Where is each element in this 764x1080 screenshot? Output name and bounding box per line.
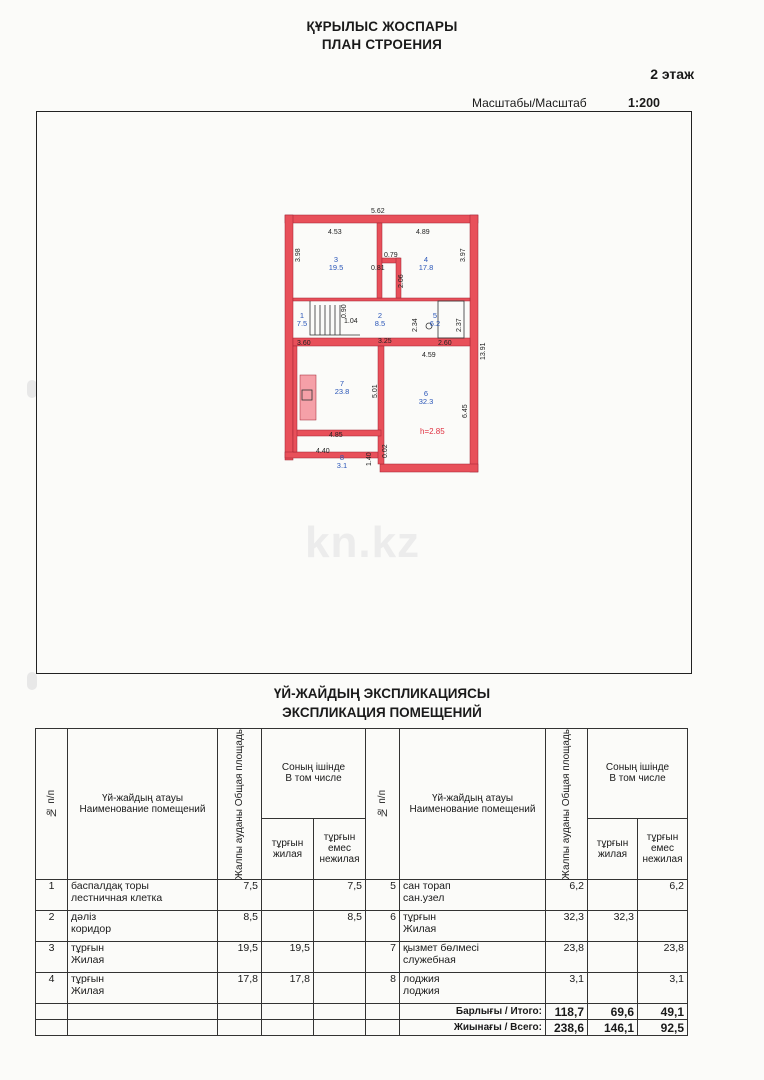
dim: 4.89 bbox=[416, 229, 430, 236]
explication-title-kz: ҮЙ-ЖАЙДЫҢ ЭКСПЛИКАЦИЯСЫ bbox=[273, 686, 491, 701]
col-nonliving-header: тұрғын емес нежилая bbox=[314, 818, 366, 880]
col-living-header-2: тұрғын жилая bbox=[588, 818, 638, 880]
room-1-no: 1 bbox=[299, 311, 305, 320]
dim: 1.40 bbox=[366, 452, 373, 466]
dim: 0.81 bbox=[371, 265, 385, 272]
dim: 4.59 bbox=[422, 352, 436, 359]
room-4-area: 17.8 bbox=[418, 263, 434, 272]
dim: 2.34 bbox=[412, 318, 419, 332]
room-6-area: 32.3 bbox=[418, 397, 434, 406]
table-row: 3 тұрғын Жилая 19,5 19,5 7 қызмет бөлмесі служебная 23,8 23,8 bbox=[36, 942, 688, 973]
dim: 3.60 bbox=[297, 340, 311, 347]
col-incl-header: Соның ішінде В том числе bbox=[262, 729, 366, 819]
scale-label: Масштабы/Масштаб bbox=[472, 96, 587, 110]
height-mark: h=2.85 bbox=[420, 427, 445, 436]
dim: 5.01 bbox=[372, 384, 379, 398]
dim: 4.40 bbox=[316, 448, 330, 455]
dim: 4.85 bbox=[329, 432, 343, 439]
dim: 0.79 bbox=[384, 252, 398, 259]
room-2-area: 8.5 bbox=[374, 319, 386, 328]
wall-left-lower bbox=[293, 346, 297, 452]
totals-row: Барлығы / Итого: 118,7 69,6 49,1 bbox=[36, 1004, 688, 1020]
col-incl-header-2: Соның ішінде В том числе bbox=[588, 729, 688, 819]
dim: 2.60 bbox=[438, 340, 452, 347]
dim: 2.37 bbox=[456, 318, 463, 332]
col-total-header: Жалпы ауданы Общая площадь bbox=[218, 729, 262, 880]
col-nonliving-header-2: тұрғын емес нежилая bbox=[638, 818, 688, 880]
dim-overall-width: 5.62 bbox=[371, 208, 385, 215]
col-name-header-2: Үй-жайдың атауы Наименование помещений bbox=[400, 729, 546, 880]
wall-bottom-right bbox=[380, 464, 478, 472]
room-8-no: 8 bbox=[339, 453, 345, 462]
explication-table bbox=[35, 728, 688, 1036]
room-7-no: 7 bbox=[339, 379, 345, 388]
room-5-area: 6.2 bbox=[429, 319, 441, 328]
room-3-no: 3 bbox=[333, 255, 339, 264]
col-no-header-2: № п/п bbox=[366, 729, 400, 880]
grand-totals-row: Жиынағы / Всего: 238,6 146,1 92,5 bbox=[36, 1020, 688, 1036]
dim: 0.90 bbox=[341, 304, 348, 318]
dim-overall-height: 13.91 bbox=[480, 342, 487, 360]
room-2-no: 2 bbox=[377, 311, 383, 320]
table-row: 2 дәліз коридор 8,5 8,5 6 тұрғын Жилая 32,3 32,3 bbox=[36, 911, 688, 942]
col-no-header: № п/п bbox=[36, 729, 68, 880]
table-row: 1 баспалдақ торы лестничная клетка 7,5 7,5 5 сан торап сан.узел 6,2 6,2 bbox=[36, 880, 688, 911]
room-4-no: 4 bbox=[423, 255, 429, 264]
room-7-area: 23.8 bbox=[334, 387, 350, 396]
wall-left bbox=[285, 215, 293, 460]
dim: 3.98 bbox=[295, 248, 302, 262]
col-name-header: Үй-жайдың атауы Наименование помещений bbox=[68, 729, 218, 880]
dim: 3.97 bbox=[460, 248, 467, 262]
dim: 4.53 bbox=[328, 229, 342, 236]
room-5-no: 5 bbox=[432, 311, 438, 320]
dimensions bbox=[295, 208, 487, 466]
wall-3-4 bbox=[377, 223, 382, 298]
watermark: kn.kz bbox=[305, 518, 421, 567]
room-labels bbox=[297, 255, 440, 470]
title-kz: ҚҰРЫЛЫС ЖОСПАРЫ bbox=[306, 19, 458, 34]
dim: 1.04 bbox=[344, 318, 358, 325]
scale-value: 1:200 bbox=[628, 96, 660, 110]
floor-label: 2 этаж bbox=[650, 66, 694, 82]
dim: 2.06 bbox=[398, 274, 405, 288]
room-6-no: 6 bbox=[423, 389, 429, 398]
room-8-area: 3.1 bbox=[336, 461, 348, 470]
dim: 3.25 bbox=[378, 338, 392, 345]
room-3-area: 19.5 bbox=[328, 263, 344, 272]
dim: 0.02 bbox=[382, 444, 389, 458]
title-ru: ПЛАН СТРОЕНИЯ bbox=[321, 37, 443, 52]
wall-right bbox=[470, 215, 478, 472]
floor-plan bbox=[280, 200, 500, 480]
wall-mid-top bbox=[293, 298, 470, 301]
dim: 6.45 bbox=[462, 404, 469, 418]
col-total-header-2: Жалпы ауданы Общая площадь bbox=[546, 729, 588, 880]
wall-top bbox=[285, 215, 478, 223]
table-row: 4 тұрғын Жилая 17,8 17,8 8 лоджия лоджия 3,1 3,1 bbox=[36, 973, 688, 1004]
room-1-area: 7.5 bbox=[296, 319, 308, 328]
col-living-header: тұрғын жилая bbox=[262, 818, 314, 880]
explication-title-ru: ЭКСПЛИКАЦИЯ ПОМЕЩЕНИЙ bbox=[282, 705, 482, 720]
